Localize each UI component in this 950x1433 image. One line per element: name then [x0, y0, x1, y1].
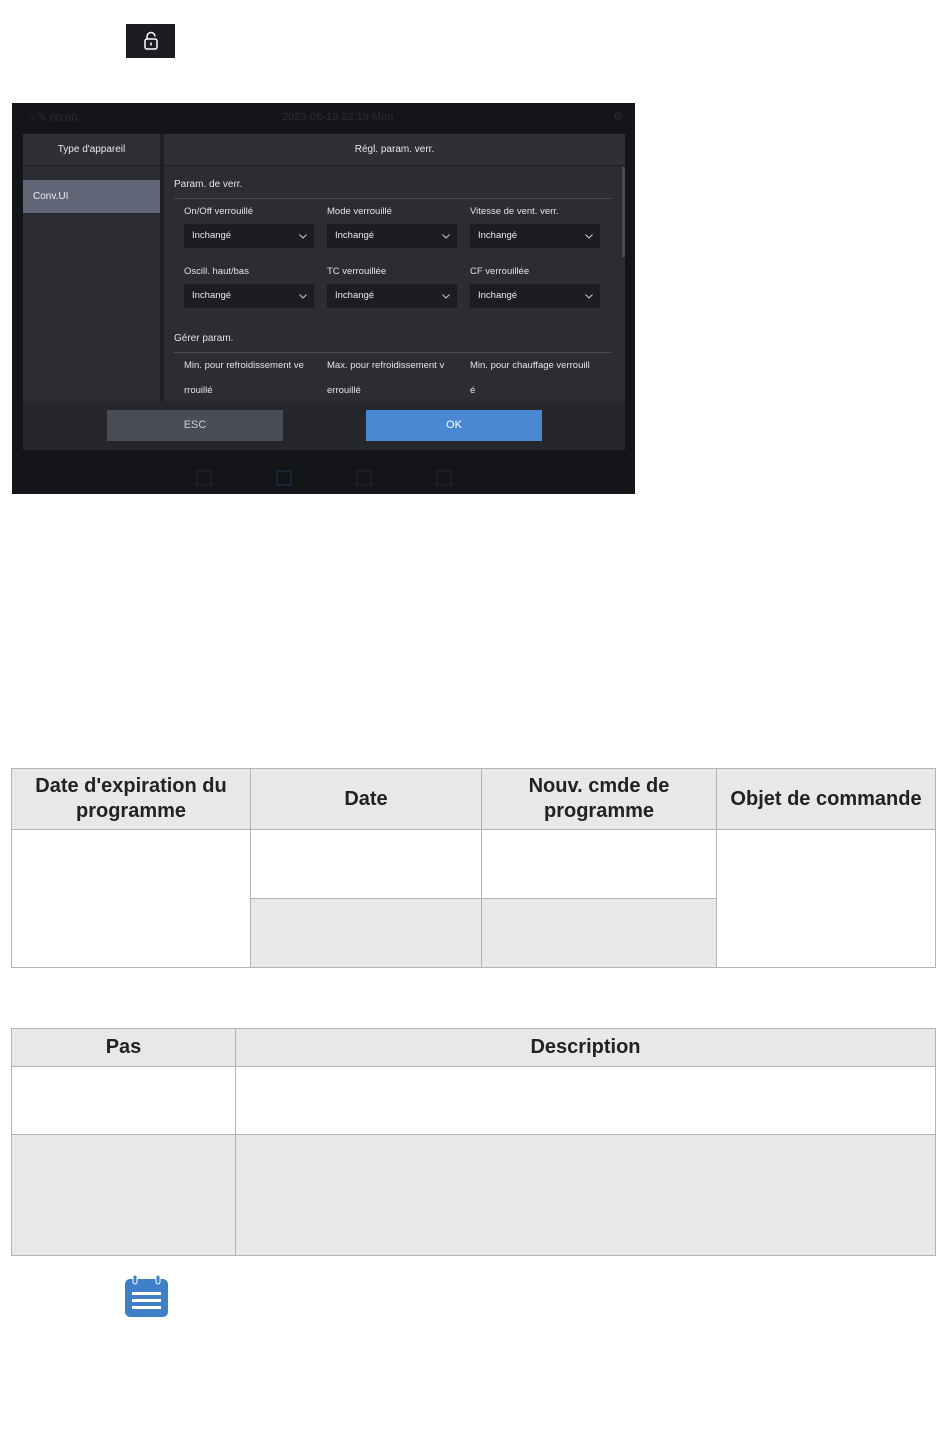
field-label-mode: Mode verrouillé: [327, 206, 392, 217]
fan-speed-lock-select[interactable]: [470, 224, 600, 248]
panel-header: Régl. param. verr.: [164, 134, 625, 166]
chevron-down-icon: [298, 224, 308, 248]
table-cell: [482, 899, 717, 968]
table-cell: [236, 1067, 936, 1135]
table-row: [12, 830, 936, 899]
chevron-down-icon: [441, 284, 451, 308]
lock-params-panel: [164, 134, 625, 401]
field-label-onoff: On/Off verrouillé: [184, 206, 253, 217]
section-title-manage-params: Gérer param.: [174, 333, 234, 344]
device-bottom-nav: [12, 463, 635, 494]
schedule-table: [11, 768, 936, 968]
status-left: ⌂ ✎ 00:00: [28, 112, 78, 124]
dialog-footer: [23, 401, 625, 450]
status-datetime: 2023-06-19 22:19 Mon: [282, 111, 394, 123]
field-label-min-heat-l2: é: [470, 385, 476, 396]
unlock-icon: [126, 24, 175, 58]
field-label-min-cool-l2: rrouillé: [184, 385, 213, 396]
table-cell: [482, 830, 717, 899]
settings-icon: ⚙: [613, 111, 623, 123]
device-status-bar: [12, 103, 635, 131]
header-expiry-date: Date d'expiration du programme: [12, 769, 251, 830]
select-value: Inchangé: [478, 290, 518, 301]
scrollbar[interactable]: [622, 167, 625, 257]
chevron-down-icon: [584, 224, 594, 248]
chevron-down-icon: [584, 284, 594, 308]
onoff-lock-select[interactable]: [184, 224, 314, 248]
mode-lock-select[interactable]: [327, 224, 457, 248]
select-value: Inchangé: [192, 290, 232, 301]
lock-settings-dialog: [23, 134, 625, 450]
select-value: Inchangé: [478, 230, 518, 241]
tc-lock-select[interactable]: [327, 284, 457, 308]
table-cell: [236, 1135, 936, 1256]
select-value: Inchangé: [192, 230, 232, 241]
field-label-max-cool-l2: errouillé: [327, 385, 361, 396]
field-label-tc: TC verrouillée: [327, 266, 387, 277]
table-cell: [12, 830, 251, 968]
table-row: [12, 1067, 936, 1135]
header-step: Pas: [12, 1029, 236, 1067]
header-description: Description: [236, 1029, 936, 1067]
field-label-swing: Oscill. haut/bas: [184, 266, 249, 277]
device-screenshot: [12, 103, 635, 494]
swing-lock-select[interactable]: [184, 284, 314, 308]
field-label-min-cool-l1: Min. pour refroidissement ve: [184, 360, 304, 371]
table-cell: [717, 830, 936, 968]
device-type-sidebar: [23, 134, 164, 401]
header-command-object: Objet de commande: [717, 769, 936, 830]
field-label-fan-speed: Vitesse de vent. verr.: [470, 206, 559, 217]
table-cell: [251, 899, 482, 968]
steps-table: [11, 1028, 936, 1256]
field-label-cf: CF verrouillée: [470, 266, 530, 277]
table-cell: [12, 1135, 236, 1256]
header-date: Date: [251, 769, 482, 830]
field-label-min-heat-l1: Min. pour chauffage verrouill: [470, 360, 590, 371]
divider: [174, 198, 612, 199]
chevron-down-icon: [441, 224, 451, 248]
select-value: Inchangé: [335, 230, 375, 241]
header-new-command: Nouv. cmde de programme: [482, 769, 717, 830]
table-cell: [12, 1067, 236, 1135]
cf-lock-select[interactable]: [470, 284, 600, 308]
table-header-row: [12, 1029, 936, 1067]
field-label-max-cool-l1: Max. pour refroidissement v: [327, 360, 445, 371]
sidebar-item-conv-ui[interactable]: Conv.UI: [23, 180, 160, 213]
table-row: [12, 1135, 936, 1256]
chevron-down-icon: [298, 284, 308, 308]
table-cell: [251, 830, 482, 899]
ok-button[interactable]: OK: [366, 410, 542, 441]
esc-button[interactable]: ESC: [107, 410, 283, 441]
calendar-list-icon: [124, 1275, 169, 1318]
table-header-row: [12, 769, 936, 830]
sidebar-header: Type d'appareil: [23, 134, 160, 166]
divider: [174, 352, 612, 353]
section-title-lock-params: Param. de verr.: [174, 179, 243, 190]
select-value: Inchangé: [335, 290, 375, 301]
